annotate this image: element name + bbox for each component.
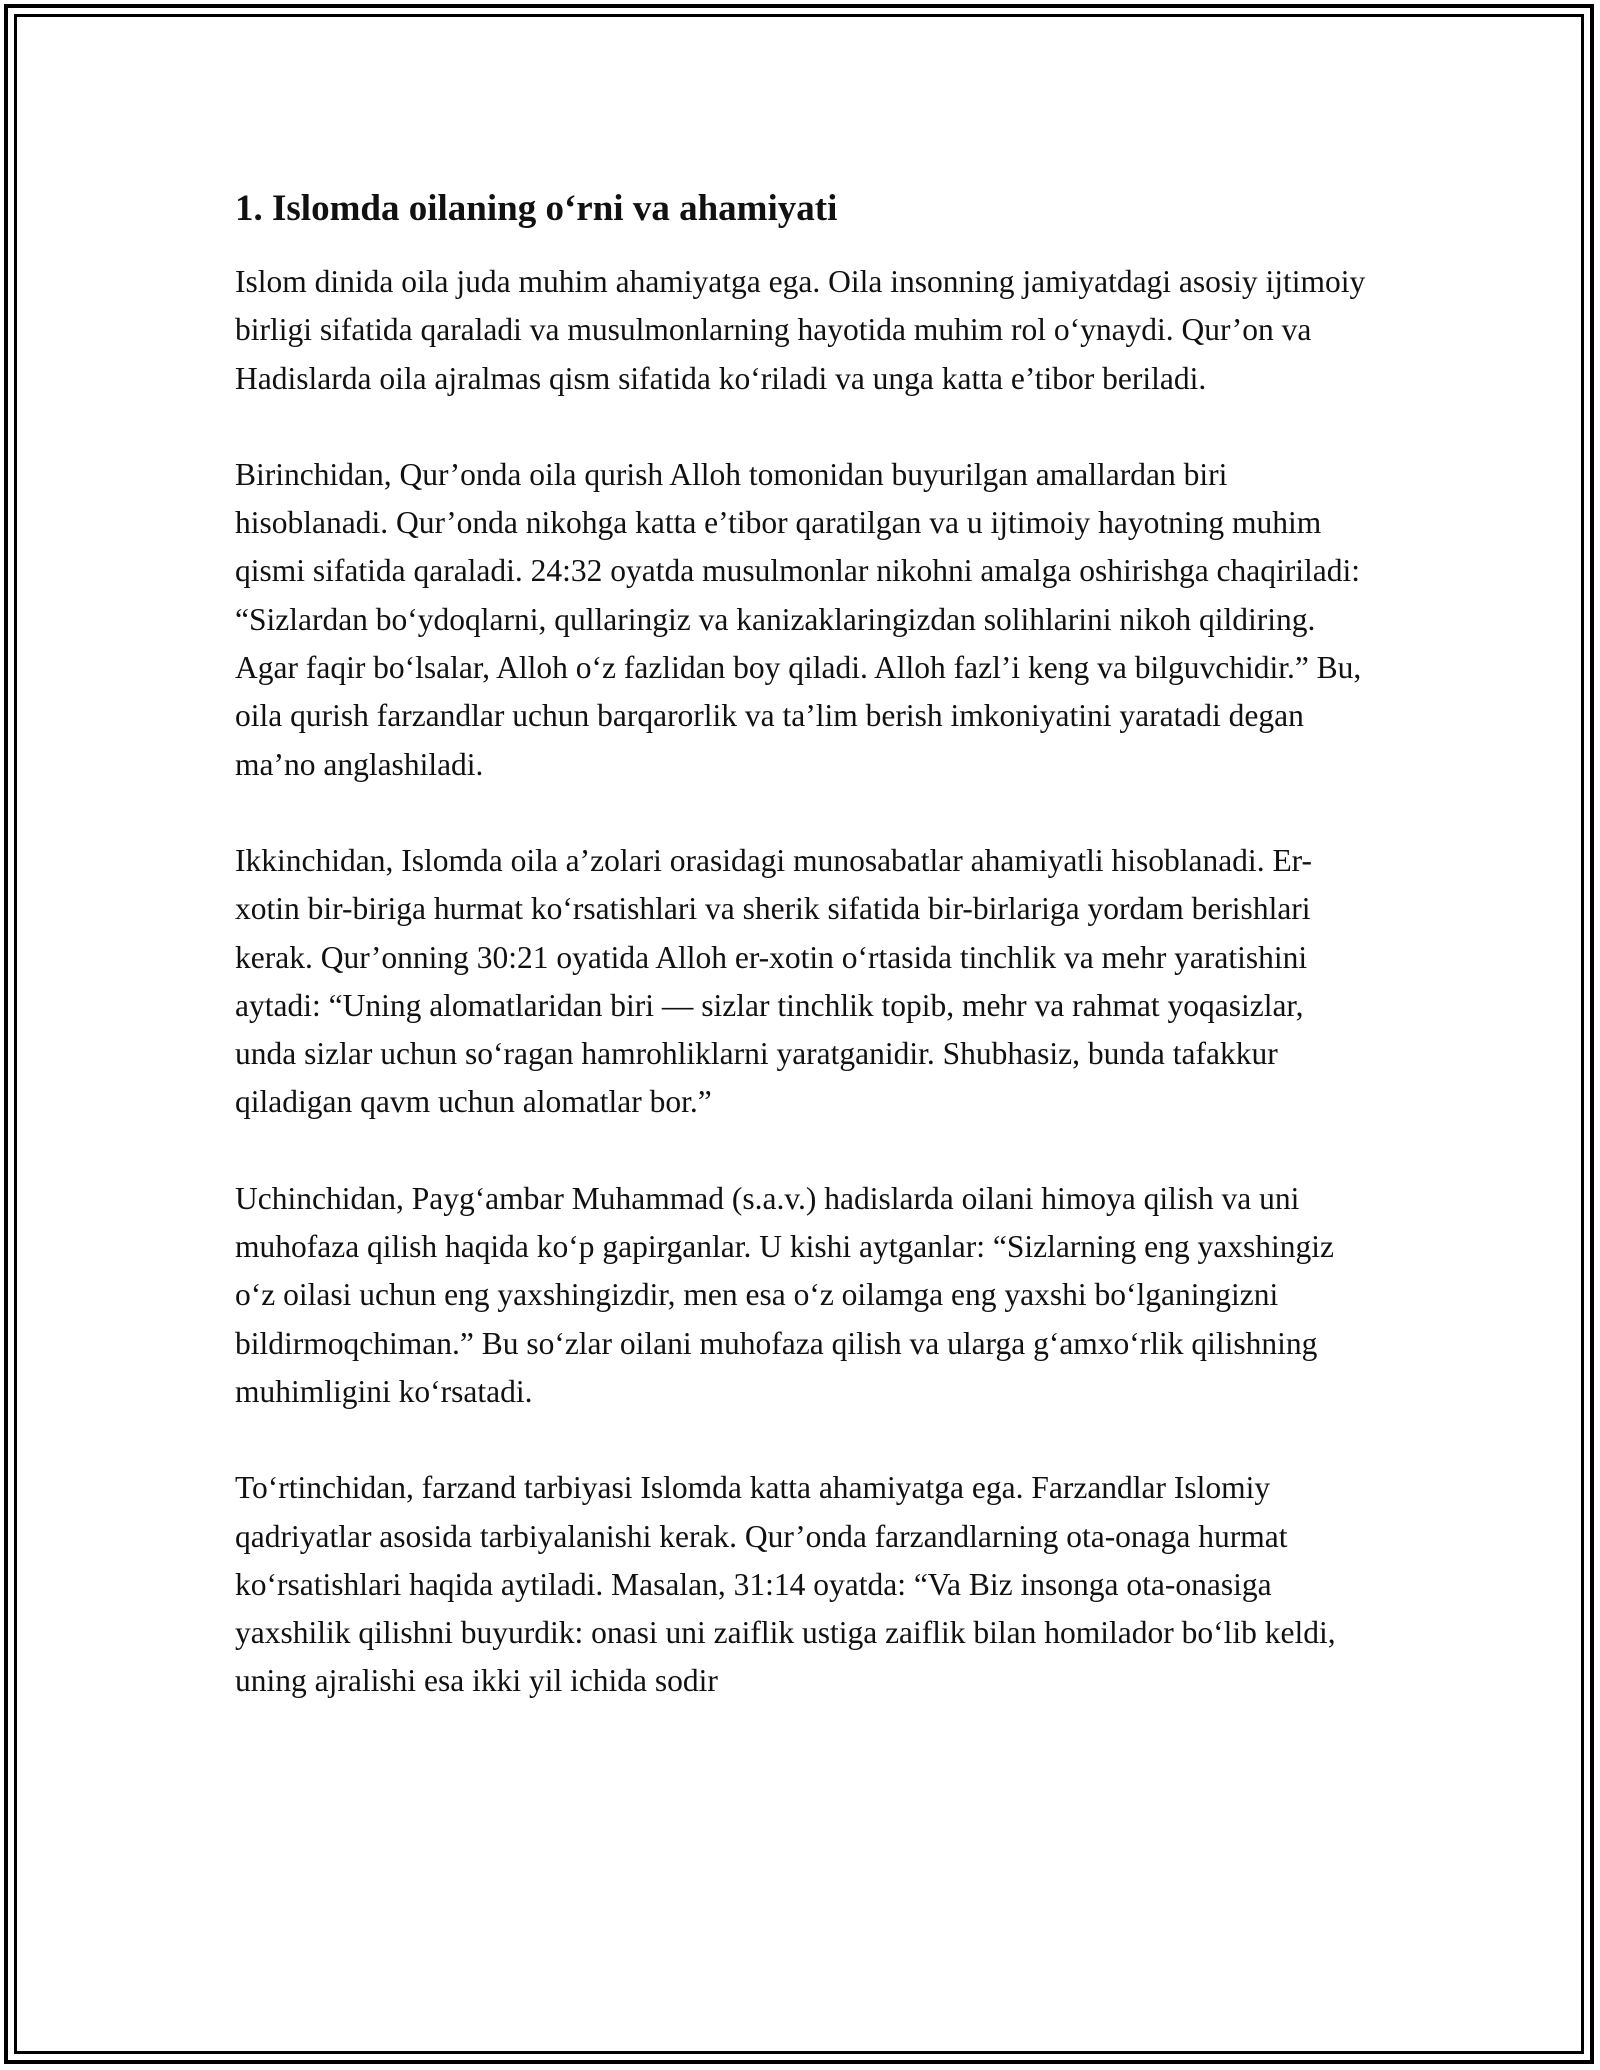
- paragraph-intro: Islom dinida oila juda muhim ahamiyatga ega. Oila insonning jamiyatdagi asosiy ijtimoiy birligi sifatida qaraladi va musulmonlarning hayotida muhim rol o‘ynaydi. Qur’on va Hadislarda oila ajralmas qism sifatida ko‘riladi va unga katta e’tibor beriladi.: [235, 264, 1366, 396]
- page-content: [235, 186, 1370, 1754]
- paragraph-third: Uchinchidan, Payg‘ambar Muhammad (s.a.v.) hadislarda oilani himoya qilish va uni muhofaza qilish haqida ko‘p gapirganlar. U kishi aytganlar: “Sizlarning eng yaxshingiz o‘z oilasi uchun eng yaxshingizdir, men esa o‘z oilamga eng yaxshi bo‘lganingizni bildirmoqchiman.” Bu so‘zlar oilani muhofaza qilish va ularga g‘amxo‘rlik qilishning muhimligini ko‘rsatadi.: [235, 1180, 1335, 1409]
- paragraph-first: Birinchidan, Qur’onda oila qurish Alloh tomonidan buyurilgan amallardan biri hisoblanadi. Qur’onda nikohga katta e’tibor qaratilgan va u ijtimoiy hayotning muhim qismi sifatida qaraladi. 24:32 oyatda musulmonlar nikohni amalga oshirishga chaqiriladi: “Sizlardan bo‘ydoqlarni, qullaringiz va kanizaklaringizdan solihlarini nikoh qildiring. Agar faqir bo‘lsalar, Alloh o‘z fazlidan boy qiladi. Alloh fazl’i keng va bilguvchidir.” Bu, oila qurish farzandlar uchun barqarorlik va ta’lim berish imkoniyatini yaratadi degan ma’no anglashiladi.: [235, 456, 1362, 782]
- paragraph-fourth: To‘rtinchidan, farzand tarbiyasi Islomda katta ahamiyatga ega. Farzandlar Islomiy qadriyatlar asosida tarbiyalanishi kerak. Qur’onda farzandlarning ota-onaga hurmat ko‘rsatishlari haqida aytiladi. Masalan, 31:14 oyatda: “Va Biz insonga ota-onasiga yaxshilik qilishni buyurdik: onasi uni zaiflik ustiga zaiflik bilan homilador bo‘lib keldi, uning ajralishi esa ikki yil ichida sodir: [235, 1470, 1336, 1699]
- section-heading: 1. Islomda oilaning o‘rni va ahamiyati: [235, 188, 838, 229]
- paragraph-second: Ikkinchidan, Islomda oila a’zolari orasidagi munosabatlar ahamiyatli hisoblanadi. Er-xotin bir-biriga hurmat ko‘rsatishlari va sherik sifatida bir-birlariga yordam berishlari kerak. Qur’onning 30:21 oyatida Alloh er-xotin o‘rtasida tinchlik va mehr yaratishini aytadi: “Uning alomatlaridan biri — sizlar tinchlik topib, mehr va rahmat yoqasizlar, unda sizlar uchun so‘ragan hamrohliklarni yaratganidir. Shubhasiz, bunda tafakkur qiladigan qavm uchun alomatlar bor.”: [235, 842, 1313, 1120]
